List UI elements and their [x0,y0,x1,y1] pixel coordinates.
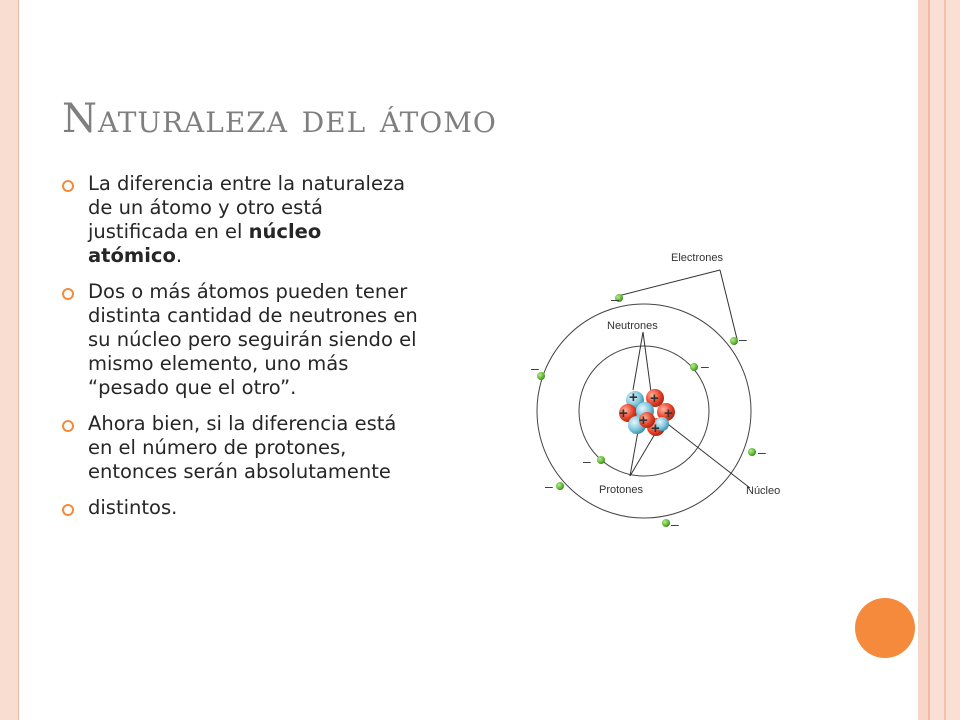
left-frame-border [0,0,19,720]
electron-sign: – [701,358,709,374]
bullet-item [60,280,420,400]
proton-sign: + [619,405,628,422]
nucleus-label: Núcleo [746,485,781,497]
bullet-marker-icon [62,288,74,300]
right-frame-border [918,0,960,720]
bullet-text: Ahora bien, si la diferencia está en el número de protones, entonces serán absolutamente [88,412,397,483]
electron-sign: – [739,331,747,347]
pointer-lines [618,270,750,488]
bullet-text: distintos. [88,496,178,519]
bullet-item [60,172,420,268]
bullet-item [60,496,420,520]
neutrons-label: Neutrones [607,320,658,332]
electron-sign: – [545,478,553,494]
bullet-text: Dos o más átomos pueden tener distinta cantidad de neutrones en su núcleo pero seguirán siendo el mismo elemento, uno más “pesado que el otro”. [88,280,418,399]
electron-particle [748,448,756,456]
bullet-item [60,412,420,484]
bullet-list [60,172,420,532]
electron-sign: – [758,444,766,460]
bullet-marker-icon [62,504,74,516]
electron-sign: – [531,360,539,376]
electron-particle [662,519,670,527]
bullet-marker-icon [62,180,74,192]
electron-sign: – [671,516,679,532]
electron-sign: – [611,291,619,307]
electron-particle [597,456,605,464]
bullet-text-end: . [175,244,183,267]
atom-diagram [525,240,795,540]
electron-particle [690,363,698,371]
electrons-label: Electrones [671,252,723,264]
electron-particle [556,482,564,490]
protons-label: Protones [599,484,644,496]
bullet-marker-icon [62,420,74,432]
proton-sign: + [650,390,659,407]
proton-sign: + [651,420,660,437]
accent-circle [855,598,915,658]
bullet-text: La diferencia entre la naturaleza de un átomo y otro está justificada en el [88,172,406,243]
proton-sign: + [629,389,638,406]
proton-sign: + [664,405,673,422]
electron-particle [730,337,738,345]
electron-sign: – [583,453,591,469]
bullet-bold-text: núcleo atómico [88,220,322,267]
proton-sign: + [639,412,648,429]
slide-title: Naturaleza del átomo [62,96,497,142]
